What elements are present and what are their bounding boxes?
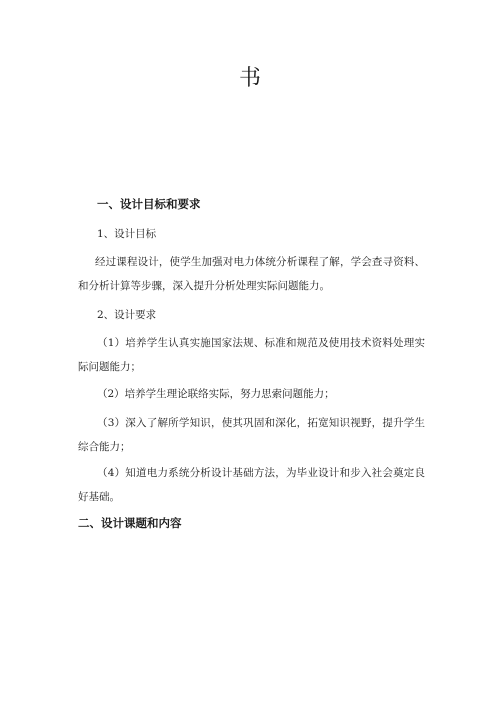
requirement-item-2: （2）培养学生理论联络实际，努力思索问题能力； xyxy=(97,388,335,400)
subsection-heading-requirements: 2、设计要求 xyxy=(97,309,157,321)
requirement-item-3: （3）深入了解所学知识，使其巩固和深化，拓宽知识视野，提升学生综合能力； xyxy=(78,417,425,453)
requirement-item-1: （1）培养学生认真实施国家法规、标准和规范及使用技术资料处理实际问题能力； xyxy=(78,337,425,373)
section-heading-goals-requirements: 一、设计目标和要求 xyxy=(97,197,201,211)
section-heading-topic-content: 二、设计课题和内容 xyxy=(78,516,182,530)
subsection-heading-goal: 1、设计目标 xyxy=(97,228,157,240)
requirement-item-4: （4）知道电力系统分析设计基础方法，为毕业设计和步入社会奠定良好基础。 xyxy=(78,467,425,503)
page-title: 书 xyxy=(238,66,261,91)
goal-paragraph: 经过课程设计，使学生加强对电力体统分析课程了解，学会查寻资料、和分析计算等步骤，深入提升分析处理实际问题能力。 xyxy=(78,256,425,292)
